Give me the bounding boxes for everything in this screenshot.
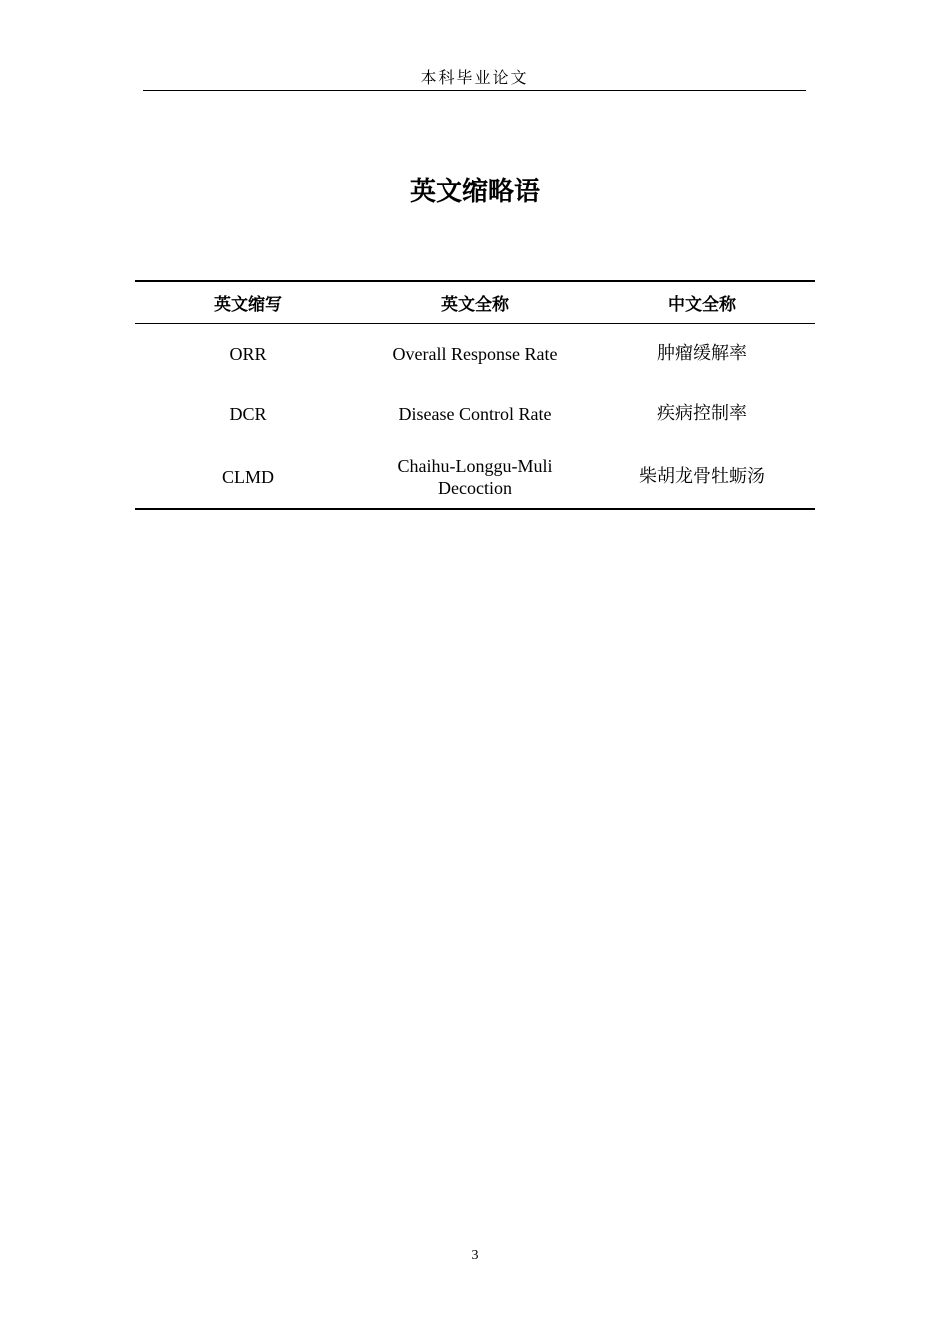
abbreviation-cell: ORR: [229, 344, 267, 364]
page-title: 英文缩略语: [409, 177, 540, 207]
table-row: [135, 324, 815, 383]
english-full-name-cell: [361, 445, 589, 509]
page-number: 3: [471, 1248, 479, 1263]
abbreviation-cell: DCR: [229, 403, 267, 424]
english-full-name-line: Decoction: [438, 477, 512, 498]
chinese-full-name-cell: 柴胡龙骨牡蛎汤: [639, 465, 765, 487]
english-full-name-cell: Disease Control Rate: [398, 403, 552, 424]
abbreviation-table: [135, 280, 815, 510]
table-row: [135, 445, 815, 509]
chinese-full-name-cell: 肿瘤缓解率: [657, 343, 747, 364]
running-header: 本科毕业论文: [143, 68, 806, 91]
table-row: [135, 382, 815, 445]
abbreviation-cell: CLMD: [221, 466, 274, 487]
column-header-english-full-name: 英文全称: [361, 281, 589, 324]
english-full-name-line: Chaihu-Longgu-Muli: [397, 455, 553, 476]
column-header-chinese-full-name: 中文全称: [589, 281, 815, 324]
column-header-abbreviation: 英文缩写: [135, 281, 361, 324]
english-full-name-cell: Overall Response Rate: [392, 344, 558, 364]
table-header-row: [135, 281, 815, 324]
chinese-full-name-cell: 疾病控制率: [657, 402, 747, 424]
